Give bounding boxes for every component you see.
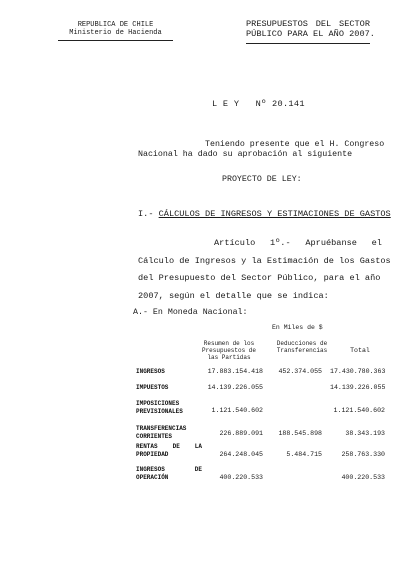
article-number: 1º.-: [269, 238, 291, 248]
table-cell: 452.374.055: [278, 368, 322, 375]
header-title-word-2: DEL: [315, 19, 332, 29]
table-cell: 400.220.533: [341, 474, 385, 481]
header-title-line-2: PÚBLICO PARA EL AÑO 2007.: [246, 29, 375, 39]
article-line-1: [138, 235, 382, 253]
row-label-ingresos: INGRESOS: [136, 368, 165, 375]
table-cell: 264.248.045: [219, 451, 263, 458]
bill-heading: PROYECTO DE LEY:: [222, 175, 302, 184]
units-label: En Miles de $: [272, 324, 323, 331]
ministry-label: Ministerio de Hacienda: [69, 29, 162, 37]
table-cell: 258.763.330: [341, 451, 385, 458]
table-cell: 14.139.226.055: [330, 384, 386, 391]
row-label-ingresos-operacion: INGRESOS DE OPERACIÓN: [136, 466, 202, 481]
section-a-heading: A.- En Moneda Nacional:: [133, 308, 248, 317]
article-line-2: Cálculo de Ingresos y la Estimación de los Gastos: [138, 255, 391, 266]
table-cell: 17.430.780.363: [330, 368, 386, 375]
table-cell: 17.883.154.418: [207, 368, 263, 375]
row-label-impuestos: IMPUESTOS: [136, 384, 169, 391]
header-title-word-3: SECTOR: [339, 19, 370, 29]
table-cell: 226.889.091: [219, 430, 263, 437]
article-1-paragraph: [138, 235, 391, 305]
article-article: el: [371, 238, 382, 248]
column-header-deductions: Deducciones de Transferencias: [276, 340, 328, 355]
table-cell: 1.121.540.602: [333, 407, 385, 414]
table-cell: 1.121.540.602: [211, 407, 263, 414]
section-1-heading: [138, 209, 391, 219]
table-cell: 188.545.898: [278, 430, 322, 437]
section-1-title: CÁLCULOS DE INGRESOS Y ESTIMACIONES DE GASTOS: [158, 209, 391, 219]
article-line-3: del Presupuesto del Sector Público, para el año: [138, 273, 381, 283]
row-label-imposiciones: IMPOSICIONES PREVISIONALES: [136, 400, 183, 415]
header-ministry: [58, 21, 173, 41]
table-cell: 400.220.533: [219, 474, 263, 481]
header-left-rule: [58, 40, 173, 41]
article-line-4: 2007, según el detalle que se indica:: [138, 290, 329, 301]
article-word: Artículo: [214, 238, 256, 248]
column-header-total: Total: [350, 347, 370, 354]
section-1-number: I.-: [138, 209, 159, 219]
header-right-rule: [246, 43, 370, 44]
header-title-word-1: PRESUPUESTOS: [246, 19, 308, 29]
law-title: L E Y Nº 20.141: [212, 99, 305, 109]
row-label-rentas: RENTAS DE LA PROPIEDAD: [136, 443, 202, 458]
preamble-line-2: Nacional ha dado su aprobación al siguiente: [138, 150, 353, 159]
row-label-transferencias: TRANSFERENCIAS CORRIENTES: [136, 425, 187, 440]
republic-label: REPUBLICA DE CHILE: [77, 21, 154, 29]
preamble-line-1: Teniendo presente que el H. Congreso: [205, 140, 385, 149]
article-verb: Apruébanse: [305, 238, 357, 248]
column-header-summary: Resumen de los Presupuestos de las Partidas: [201, 340, 256, 362]
table-cell: 14.139.226.055: [207, 384, 263, 391]
table-cell: 38.343.193: [345, 430, 385, 437]
header-document-title: [246, 19, 375, 44]
table-cell: 5.484.715: [286, 451, 322, 458]
